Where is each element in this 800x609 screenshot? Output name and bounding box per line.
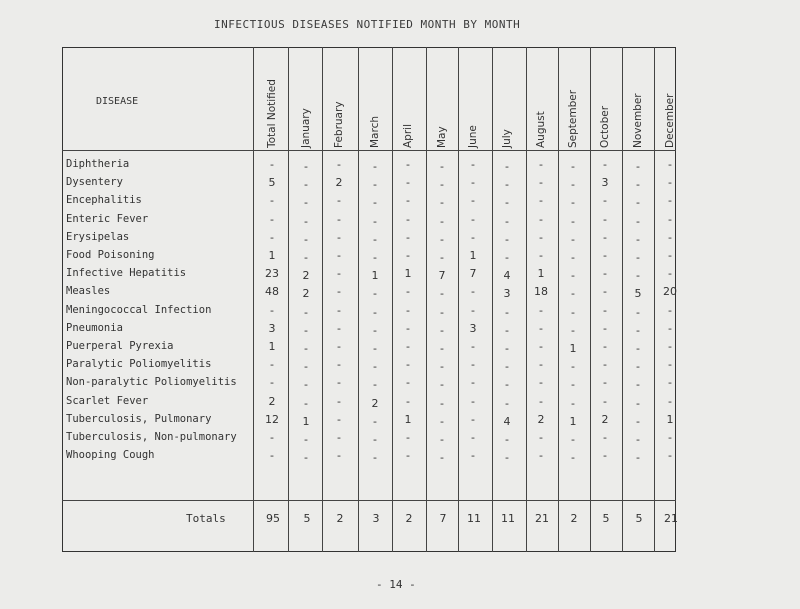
table-cell: - xyxy=(603,230,607,244)
column-divider xyxy=(590,47,591,552)
table-cell: - xyxy=(505,232,509,246)
column-divider xyxy=(322,47,323,552)
table-cell: - xyxy=(337,321,341,335)
table-cell: - xyxy=(636,433,640,446)
table-cell: 1 xyxy=(569,414,577,428)
table-cell: - xyxy=(471,285,475,299)
table-cell: - xyxy=(373,360,377,374)
table-cell: - xyxy=(571,232,575,246)
table-cell: - xyxy=(337,194,341,208)
column-divider xyxy=(458,47,459,552)
column-header: June xyxy=(467,125,479,148)
table-cell: 3 xyxy=(469,321,477,335)
table-cell: - xyxy=(373,433,377,446)
table-cell: - xyxy=(373,305,377,319)
disease-name: Tuberculosis, Pulmonary xyxy=(66,412,212,425)
total-cell: 5 xyxy=(635,512,643,525)
table-cell: - xyxy=(505,342,509,355)
table-cell: - xyxy=(539,358,543,372)
table-cell: 48 xyxy=(265,285,279,299)
table-cell: - xyxy=(571,178,575,192)
table-cell: - xyxy=(373,378,377,392)
table-cell: - xyxy=(373,178,377,192)
table-cell: - xyxy=(471,303,475,317)
table-cell: - xyxy=(406,321,410,335)
table-cell: - xyxy=(539,158,543,171)
table-cell: - xyxy=(471,412,475,426)
table-cell: - xyxy=(270,431,274,444)
table-cell: - xyxy=(440,360,444,374)
table-cell: - xyxy=(270,158,274,171)
table-cell: - xyxy=(270,194,274,208)
table-cell: - xyxy=(406,340,410,353)
table-cell: - xyxy=(304,178,308,192)
total-cell: 11 xyxy=(467,512,481,525)
disease-name: Meningococcal Infection xyxy=(66,303,212,316)
column-header: November xyxy=(632,93,644,148)
table-cell: - xyxy=(337,249,341,262)
column-header: April xyxy=(402,124,414,148)
table-cell: 1 xyxy=(469,249,477,262)
table-cell: - xyxy=(668,249,672,262)
table-cell: - xyxy=(636,378,640,392)
table-cell: - xyxy=(337,412,341,426)
table-cell: - xyxy=(668,267,672,281)
table-cell: - xyxy=(668,303,672,317)
disease-name: Pneumonia xyxy=(66,321,123,334)
table-cell: - xyxy=(539,249,543,262)
table-cell: 2 xyxy=(302,269,310,283)
disease-name: Tuberculosis, Non-pulmonary xyxy=(66,431,237,443)
table-cell: 20 xyxy=(663,285,677,299)
total-cell: 95 xyxy=(266,512,280,525)
table-cell: - xyxy=(337,340,341,353)
table-cell: - xyxy=(571,214,575,228)
disease-name: Paralytic Poliomyelitis xyxy=(66,358,212,371)
table-cell: - xyxy=(505,214,509,228)
table-cell: - xyxy=(471,358,475,372)
table-cell: - xyxy=(571,305,575,319)
column-header: August xyxy=(535,111,547,148)
table-cell: - xyxy=(337,303,341,317)
table-cell: - xyxy=(571,287,575,301)
table-cell: - xyxy=(440,433,444,446)
disease-column-header: DISEASE xyxy=(96,96,139,107)
table-cell: - xyxy=(337,394,341,408)
table-cell: - xyxy=(304,232,308,246)
table-cell: - xyxy=(603,303,607,317)
table-cell: - xyxy=(636,196,640,210)
table-cell: 1 xyxy=(404,412,412,426)
table-cell: - xyxy=(603,340,607,353)
table-cell: - xyxy=(440,251,444,264)
table-cell: - xyxy=(337,376,341,390)
disease-name: Diphtheria xyxy=(66,158,130,170)
page-number: - 14 - xyxy=(376,578,416,591)
table-cell: - xyxy=(373,160,377,173)
table-cell: - xyxy=(440,287,444,301)
table-cell: - xyxy=(471,394,475,408)
disease-name: Encephalitis xyxy=(66,194,142,207)
column-header: January xyxy=(300,108,312,148)
table-cell: - xyxy=(471,158,475,171)
table-cell: - xyxy=(539,176,543,190)
table-cell: - xyxy=(636,251,640,264)
table-cell: - xyxy=(373,287,377,301)
table-cell: - xyxy=(337,285,341,299)
table-cell: - xyxy=(440,196,444,210)
table-cell: - xyxy=(270,449,274,463)
column-header: July xyxy=(501,129,513,148)
disease-name: Erysipelas xyxy=(66,230,130,243)
table-cell: - xyxy=(440,414,444,428)
table-cell: - xyxy=(571,378,575,392)
table-cell: - xyxy=(406,230,410,244)
total-cell: 2 xyxy=(336,512,344,525)
disease-name: Food Poisoning xyxy=(66,249,155,261)
column-header: March xyxy=(369,115,381,148)
total-cell: 2 xyxy=(570,512,578,525)
table-cell: - xyxy=(636,342,640,355)
table-cell: - xyxy=(406,431,410,444)
table-cell: 2 xyxy=(268,394,276,408)
table-cell: 4 xyxy=(503,269,511,283)
table-cell: 1 xyxy=(666,412,674,426)
table-cell: - xyxy=(406,212,410,226)
table-cell: - xyxy=(440,214,444,228)
table-cell: - xyxy=(270,212,274,226)
table-cell: - xyxy=(603,249,607,262)
table-cell: - xyxy=(406,158,410,171)
table-cell: 12 xyxy=(265,412,279,426)
table-cell: - xyxy=(603,376,607,390)
column-header: December xyxy=(664,93,676,148)
table-cell: - xyxy=(440,178,444,192)
table-cell: 23 xyxy=(265,267,279,281)
total-cell: 21 xyxy=(664,512,678,525)
table-cell: 7 xyxy=(438,269,446,283)
disease-name: Puerperal Pyrexia xyxy=(66,340,174,352)
table-cell: 1 xyxy=(371,269,379,283)
table-cell: - xyxy=(471,340,475,353)
table-cell: - xyxy=(505,196,509,210)
table-cell: - xyxy=(337,431,341,444)
table-cell: - xyxy=(337,158,341,171)
total-cell: 7 xyxy=(439,512,447,525)
column-header: May xyxy=(436,126,448,148)
table-cell: - xyxy=(406,358,410,372)
table-cell: 7 xyxy=(469,267,477,281)
table-cell: - xyxy=(406,249,410,262)
table-cell: - xyxy=(636,232,640,246)
column-header: September xyxy=(567,89,579,148)
table-cell: - xyxy=(304,196,308,210)
table-cell: - xyxy=(539,449,543,463)
table-cell: - xyxy=(440,305,444,319)
table-cell: - xyxy=(539,376,543,390)
page-title: INFECTIOUS DISEASES NOTIFIED MONTH BY MONTH xyxy=(214,18,521,31)
totals-label: Totals xyxy=(186,512,226,525)
table-cell: - xyxy=(373,196,377,210)
table-cell: - xyxy=(636,178,640,192)
table-cell: - xyxy=(270,358,274,372)
total-cell: 2 xyxy=(405,512,413,525)
table-cell: - xyxy=(571,251,575,264)
column-header: October xyxy=(599,105,611,148)
table-cell: - xyxy=(471,212,475,226)
table-cell: - xyxy=(636,160,640,173)
column-header: Total Notified xyxy=(266,79,278,148)
table-cell: - xyxy=(406,394,410,408)
table-cell: - xyxy=(373,323,377,337)
table-cell: - xyxy=(270,230,274,244)
column-divider xyxy=(526,47,527,552)
table-cell: - xyxy=(603,431,607,444)
table-cell: - xyxy=(337,267,341,281)
table-cell: - xyxy=(571,433,575,446)
table-cell: - xyxy=(337,449,341,463)
table-cell: - xyxy=(636,214,640,228)
table-cell: - xyxy=(571,196,575,210)
table-cell: - xyxy=(373,414,377,428)
table-cell: - xyxy=(304,305,308,319)
table-cell: - xyxy=(603,358,607,372)
table-cell: - xyxy=(471,431,475,444)
table-cell: - xyxy=(440,396,444,410)
table-cell: 1 xyxy=(268,340,276,353)
table-cell: - xyxy=(471,449,475,463)
table-cell: - xyxy=(603,158,607,171)
table-cell: - xyxy=(373,451,377,465)
disease-name: Enteric Fever xyxy=(66,212,149,225)
table-cell: - xyxy=(440,342,444,355)
table-cell: - xyxy=(505,396,509,410)
disease-name: Dysentery xyxy=(66,176,123,189)
table-cell: - xyxy=(373,342,377,355)
table-cell: 5 xyxy=(268,176,276,190)
table-cell: - xyxy=(337,230,341,244)
disease-name: Infective Hepatitis xyxy=(66,267,187,280)
disease-name: Non-paralytic Poliomyelitis xyxy=(66,376,237,389)
table-cell: - xyxy=(668,376,672,390)
disease-name: Measles xyxy=(66,285,111,298)
table-cell: - xyxy=(603,321,607,335)
table-cell: - xyxy=(636,269,640,283)
table-cell: - xyxy=(668,340,672,353)
table-cell: - xyxy=(668,394,672,408)
table-cell: - xyxy=(440,378,444,392)
table-cell: - xyxy=(668,431,672,444)
table-cell: - xyxy=(668,358,672,372)
table-cell: - xyxy=(636,305,640,319)
table-cell: - xyxy=(337,212,341,226)
table-cell: - xyxy=(304,396,308,410)
column-divider xyxy=(253,47,254,552)
table-cell: - xyxy=(636,360,640,374)
table-cell: - xyxy=(304,360,308,374)
table-cell: - xyxy=(406,285,410,299)
table-cell: - xyxy=(505,178,509,192)
table-cell: - xyxy=(539,303,543,317)
table-cell: - xyxy=(603,449,607,463)
total-cell: 21 xyxy=(535,512,549,525)
table-cell: - xyxy=(406,194,410,208)
table-cell: - xyxy=(539,394,543,408)
column-divider xyxy=(358,47,359,552)
table-cell: - xyxy=(539,431,543,444)
table-cell: 2 xyxy=(537,412,545,426)
table-cell: - xyxy=(505,433,509,446)
table-cell: 18 xyxy=(534,285,548,299)
table-cell: - xyxy=(603,267,607,281)
table-cell: 3 xyxy=(268,321,276,335)
table-cell: - xyxy=(304,160,308,173)
table-cell: - xyxy=(304,342,308,355)
table-cell: - xyxy=(304,214,308,228)
table-cell: - xyxy=(668,194,672,208)
table-cell: - xyxy=(571,396,575,410)
table-cell: - xyxy=(373,251,377,264)
table-cell: - xyxy=(440,160,444,173)
table-cell: - xyxy=(471,376,475,390)
table-cell: - xyxy=(571,360,575,374)
row-divider xyxy=(62,500,676,501)
row-divider xyxy=(62,150,676,151)
table-cell: 1 xyxy=(302,414,310,428)
table-cell: - xyxy=(373,232,377,246)
table-cell: - xyxy=(571,451,575,465)
table-cell: - xyxy=(440,232,444,246)
table-cell: - xyxy=(539,340,543,353)
table-cell: - xyxy=(406,176,410,190)
table-cell: - xyxy=(505,323,509,337)
table-cell: - xyxy=(636,414,640,428)
table-cell: 2 xyxy=(335,176,343,190)
table-cell: - xyxy=(304,433,308,446)
table-cell: - xyxy=(270,303,274,317)
table-cell: - xyxy=(636,323,640,337)
total-cell: 5 xyxy=(303,512,311,525)
table-cell: - xyxy=(603,285,607,299)
table-cell: 4 xyxy=(503,414,511,428)
table-cell: - xyxy=(603,212,607,226)
table-cell: - xyxy=(304,451,308,465)
table-cell: 5 xyxy=(634,287,642,301)
table-cell: 1 xyxy=(537,267,545,281)
table-cell: - xyxy=(337,358,341,372)
table-cell: - xyxy=(668,449,672,463)
table-cell: - xyxy=(539,212,543,226)
disease-name: Whooping Cough xyxy=(66,449,155,462)
table-cell: - xyxy=(505,378,509,392)
column-divider xyxy=(288,47,289,552)
table-cell: 1 xyxy=(268,249,276,262)
table-cell: - xyxy=(505,160,509,173)
total-cell: 3 xyxy=(372,512,380,525)
table-cell: - xyxy=(471,194,475,208)
table-cell: - xyxy=(471,230,475,244)
table-cell: - xyxy=(571,323,575,337)
table-cell: - xyxy=(636,451,640,465)
column-header: February xyxy=(333,101,345,148)
table-cell: - xyxy=(603,194,607,208)
table-cell: - xyxy=(406,303,410,317)
table-cell: - xyxy=(668,321,672,335)
table-cell: 3 xyxy=(503,287,511,301)
total-cell: 5 xyxy=(602,512,610,525)
table-cell: - xyxy=(270,376,274,390)
table-cell: - xyxy=(505,451,509,465)
table-cell: - xyxy=(505,305,509,319)
disease-name: Scarlet Fever xyxy=(66,394,149,407)
table-cell: 3 xyxy=(601,176,609,190)
table-cell: - xyxy=(539,230,543,244)
table-cell: - xyxy=(373,214,377,228)
column-divider xyxy=(392,47,393,552)
table-cell: - xyxy=(406,449,410,463)
table-cell: 1 xyxy=(404,267,412,281)
column-divider xyxy=(426,47,427,552)
table-cell: - xyxy=(505,360,509,374)
table-cell: - xyxy=(668,176,672,190)
table-cell: - xyxy=(571,160,575,173)
table-cell: - xyxy=(406,376,410,390)
table-cell: 2 xyxy=(302,287,310,301)
table-cell: 2 xyxy=(371,396,379,410)
table-cell: - xyxy=(668,158,672,171)
table-cell: - xyxy=(440,451,444,465)
table-cell: 1 xyxy=(569,342,577,355)
table-cell: - xyxy=(668,230,672,244)
column-divider xyxy=(654,47,655,552)
table-cell: - xyxy=(571,269,575,283)
column-divider xyxy=(622,47,623,552)
table-cell: - xyxy=(440,323,444,337)
table-cell: - xyxy=(304,378,308,392)
table-cell: - xyxy=(539,321,543,335)
table-cell: - xyxy=(668,212,672,226)
table-cell: - xyxy=(505,251,509,264)
table-cell: - xyxy=(304,251,308,264)
table-cell: - xyxy=(636,396,640,410)
table-cell: - xyxy=(304,323,308,337)
table-cell: - xyxy=(603,394,607,408)
table-cell: - xyxy=(471,176,475,190)
table-cell: 2 xyxy=(601,412,609,426)
table-cell: - xyxy=(539,194,543,208)
total-cell: 11 xyxy=(501,512,515,525)
